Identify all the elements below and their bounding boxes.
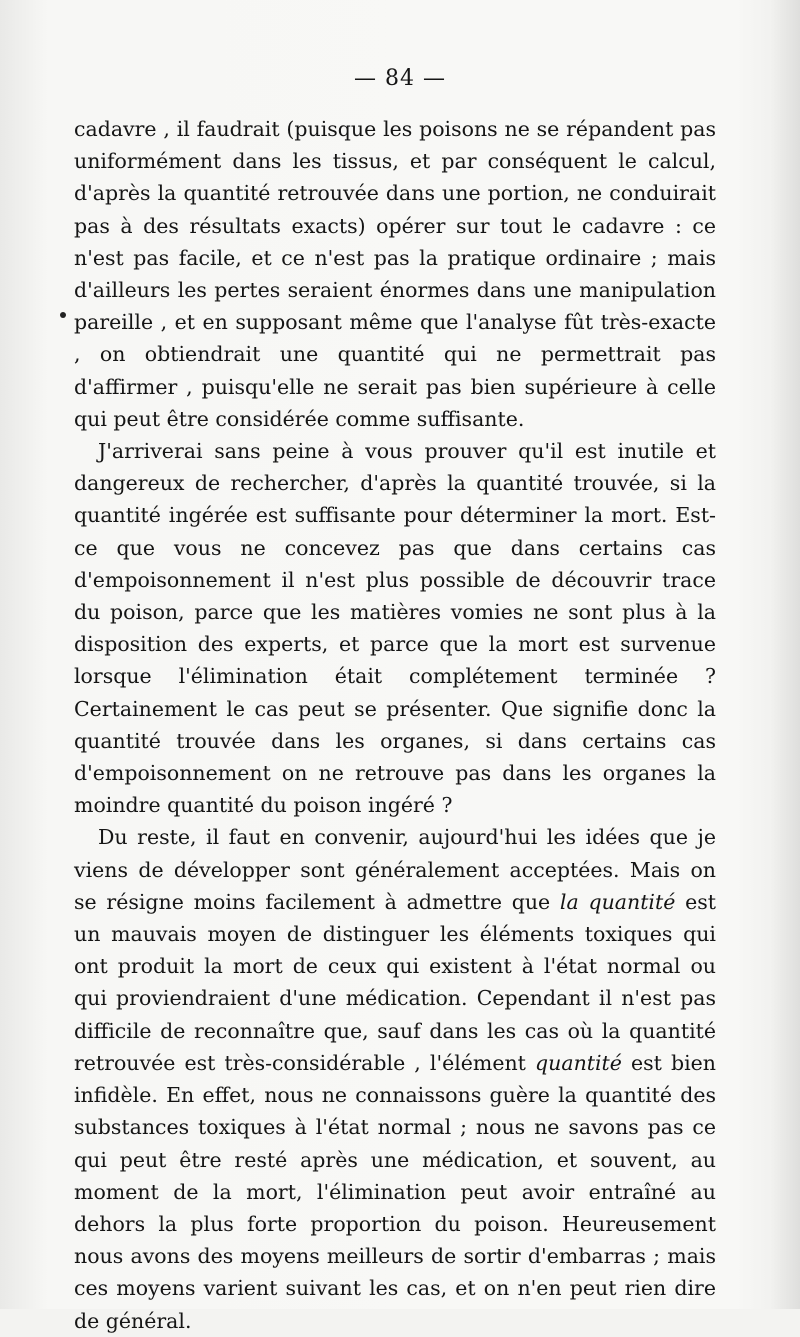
- paragraph-3-text-b: est un mauvais moyen de distinguer les éléments toxiques qui ont produit la mort de ceux qui existent à l'état normal ou qui proviendraient d'une médication. Cependant il n'est pas difficile de reconnaître que, sauf dans les cas où la quantité retrouvée est très-considérable , l'élément: [74, 889, 716, 1075]
- italic-quantite: quantité: [535, 1050, 622, 1075]
- margin-mark: [60, 312, 66, 318]
- paragraph-3: [74, 821, 716, 1336]
- paragraph-2: J'arriverai sans peine à vous prouver qu'il est inutile et dangereux de rechercher, d'après la quantité trouvée, si la quantité ingérée est suffisante pour déterminer la mort. Est-ce que vous ne concevez pas que dans certains cas d'empoisonnement il n'est plus possible de découvrir trace du poison, parce que les matières vomies ne sont plus à la disposition des experts, et parce que la mort est survenue lorsque l'élimination était complétement terminée ? Certainement le cas peut se présenter. Que signifie donc la quantité trouvée dans les organes, si dans certains cas d'empoisonnement on ne retrouve pas dans les organes la moindre quantité du poison ingéré ?: [74, 439, 716, 818]
- paragraph-3-text-a: Du reste, il faut en convenir, aujourd'hui les idées que je viens de développer sont généralement acceptées. Mais on se résigne moins facilement à admettre que: [74, 825, 716, 914]
- page-number: — 84 —: [354, 66, 446, 91]
- italic-la-quantite: la quantité: [559, 889, 676, 914]
- page-edge-shadow: [770, 0, 800, 1309]
- paragraph-1: cadavre , il faudrait (puisque les poisons ne se répandent pas uniformément dans les tissus, et par conséquent le calcul, d'après la quantité retrouvée dans une portion, ne conduirait pas à des résultats exacts) opérer sur tout le cadavre : ce n'est pas facile, et ce n'est pas la pratique ordinaire ; mais d'ailleurs les pertes seraient énormes dans une manipulation pareille , et en supposant même que l'analyse fût très-exacte , on obtiendrait une quantité qui ne permettrait pas d'affirmer , puisqu'elle ne serait pas bien supérieure à celle qui peut être considérée comme suffisante.: [74, 117, 716, 431]
- body-text: [74, 113, 716, 1337]
- paragraph-3-text-c: est bien infidèle. En effet, nous ne connaissons guère la quantité des substances toxiques à l'état normal ; nous ne savons pas ce qui peut être resté après une médication, et souvent, au moment de la mort, l'élimination peut avoir entraîné au dehors la plus forte proportion du poison. Heureusement nous avons des moyens meilleurs de sortir d'embarras ; mais ces moyens varient suivant les cas, et on n'en peut rien dire de général.: [74, 1050, 717, 1333]
